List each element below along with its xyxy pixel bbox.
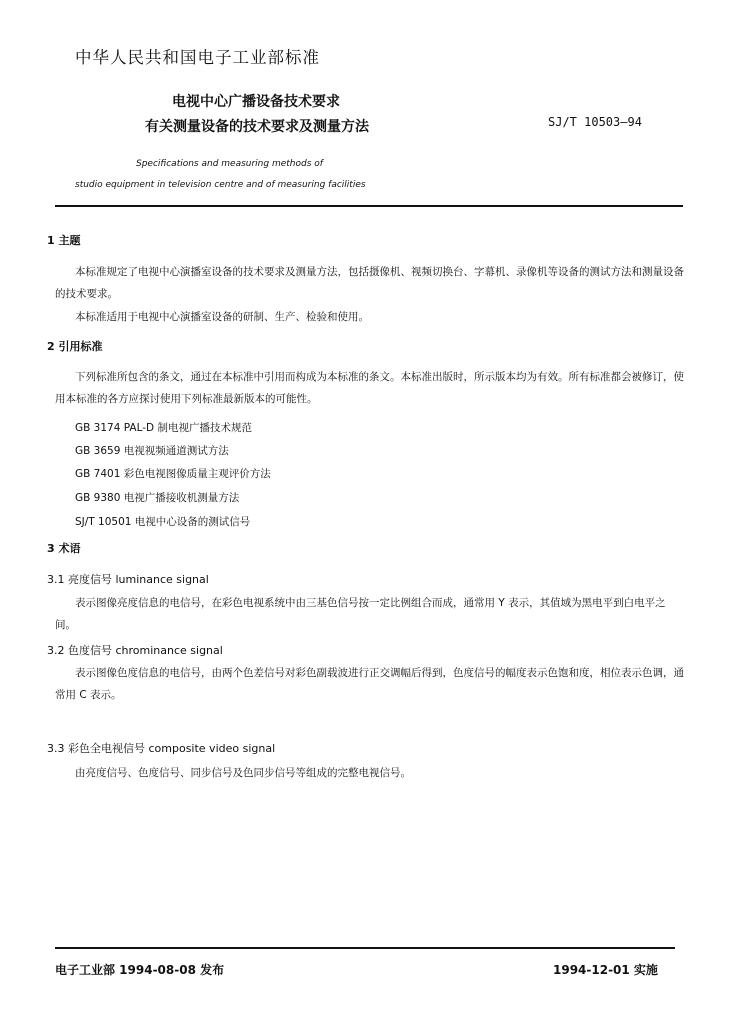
section-2-paragraph-1: 下列标准所包含的条文，通过在本标准中引用而构成为本标准的条文。本标准出版时，所示版本均为有效。所有标准都会被修订，使用本标准的各方应探讨使用下列标准最新版本的可能性。 bbox=[55, 371, 684, 405]
reference-item-5: SJ/T 10501 电视中心设备的测试信号 bbox=[75, 516, 251, 528]
section-2-heading: 2 引用标准 bbox=[47, 340, 103, 353]
subsection-3-3-heading: 3.3 彩色全电视信号 composite video signal bbox=[47, 742, 276, 755]
section-1-paragraph-1: 本标准规定了电视中心演播室设备的技术要求及测量方法，包括摄像机、视频切换台、字幕机、录像机等设备的测试方法和测量设备的技术要求。 bbox=[55, 266, 684, 300]
english-title-line-2: studio equipment in television centre and of measuring facilities bbox=[75, 180, 366, 190]
subsection-3-2-heading: 3.2 色度信号 chrominance signal bbox=[47, 644, 223, 657]
reference-item-3: GB 7401 彩色电视图像质量主观评价方法 bbox=[75, 468, 271, 480]
reference-item-2: GB 3659 电视视频通道测试方法 bbox=[75, 445, 229, 457]
section-1-paragraph-2: 本标准适用于电视中心演播室设备的研制、生产、检验和使用。 bbox=[75, 311, 369, 323]
subsection-3-1-heading: 3.1 亮度信号 luminance signal bbox=[47, 573, 209, 586]
subsection-3-1-text: 表示图像亮度信息的电信号，在彩色电视系统中由三基色信号按一定比例组合而成，通常用 Y 表示，其值域为黑电平到白电平之间。 bbox=[55, 597, 666, 631]
issue-info: 电子工业部 1994-08-08 发布 bbox=[55, 963, 225, 977]
standard-code: SJ/T 10503—94 bbox=[548, 115, 642, 129]
implementation-info: 1994-12-01 实施 bbox=[553, 963, 658, 977]
standard-name-line-2: 有关测量设备的技术要求及测量方法 bbox=[145, 119, 369, 135]
section-1-heading: 1 主题 bbox=[47, 234, 81, 247]
subsection-3-2-text: 表示图像色度信息的电信号，由两个色差信号对彩色副载波进行正交调幅后得到，色度信号的幅度表示色饱和度，相位表示色调，通常用 C 表示。 bbox=[55, 667, 684, 701]
subsection-3-3-text: 由亮度信号、色度信号、同步信号及色同步信号等组成的完整电视信号。 bbox=[75, 767, 411, 779]
standard-header-title: 中华人民共和国电子工业部标准 bbox=[75, 48, 320, 67]
reference-item-4: GB 9380 电视广播接收机测量方法 bbox=[75, 492, 240, 504]
reference-item-1: GB 3174 PAL-D 制电视广播技术规范 bbox=[75, 422, 252, 434]
bottom-divider bbox=[55, 947, 675, 949]
standard-name-line-1: 电视中心广播设备技术要求 bbox=[172, 94, 340, 110]
top-divider bbox=[55, 205, 683, 207]
section-3-heading: 3 术语 bbox=[47, 542, 81, 555]
english-title-line-1: Specifications and measuring methods of bbox=[136, 159, 323, 169]
